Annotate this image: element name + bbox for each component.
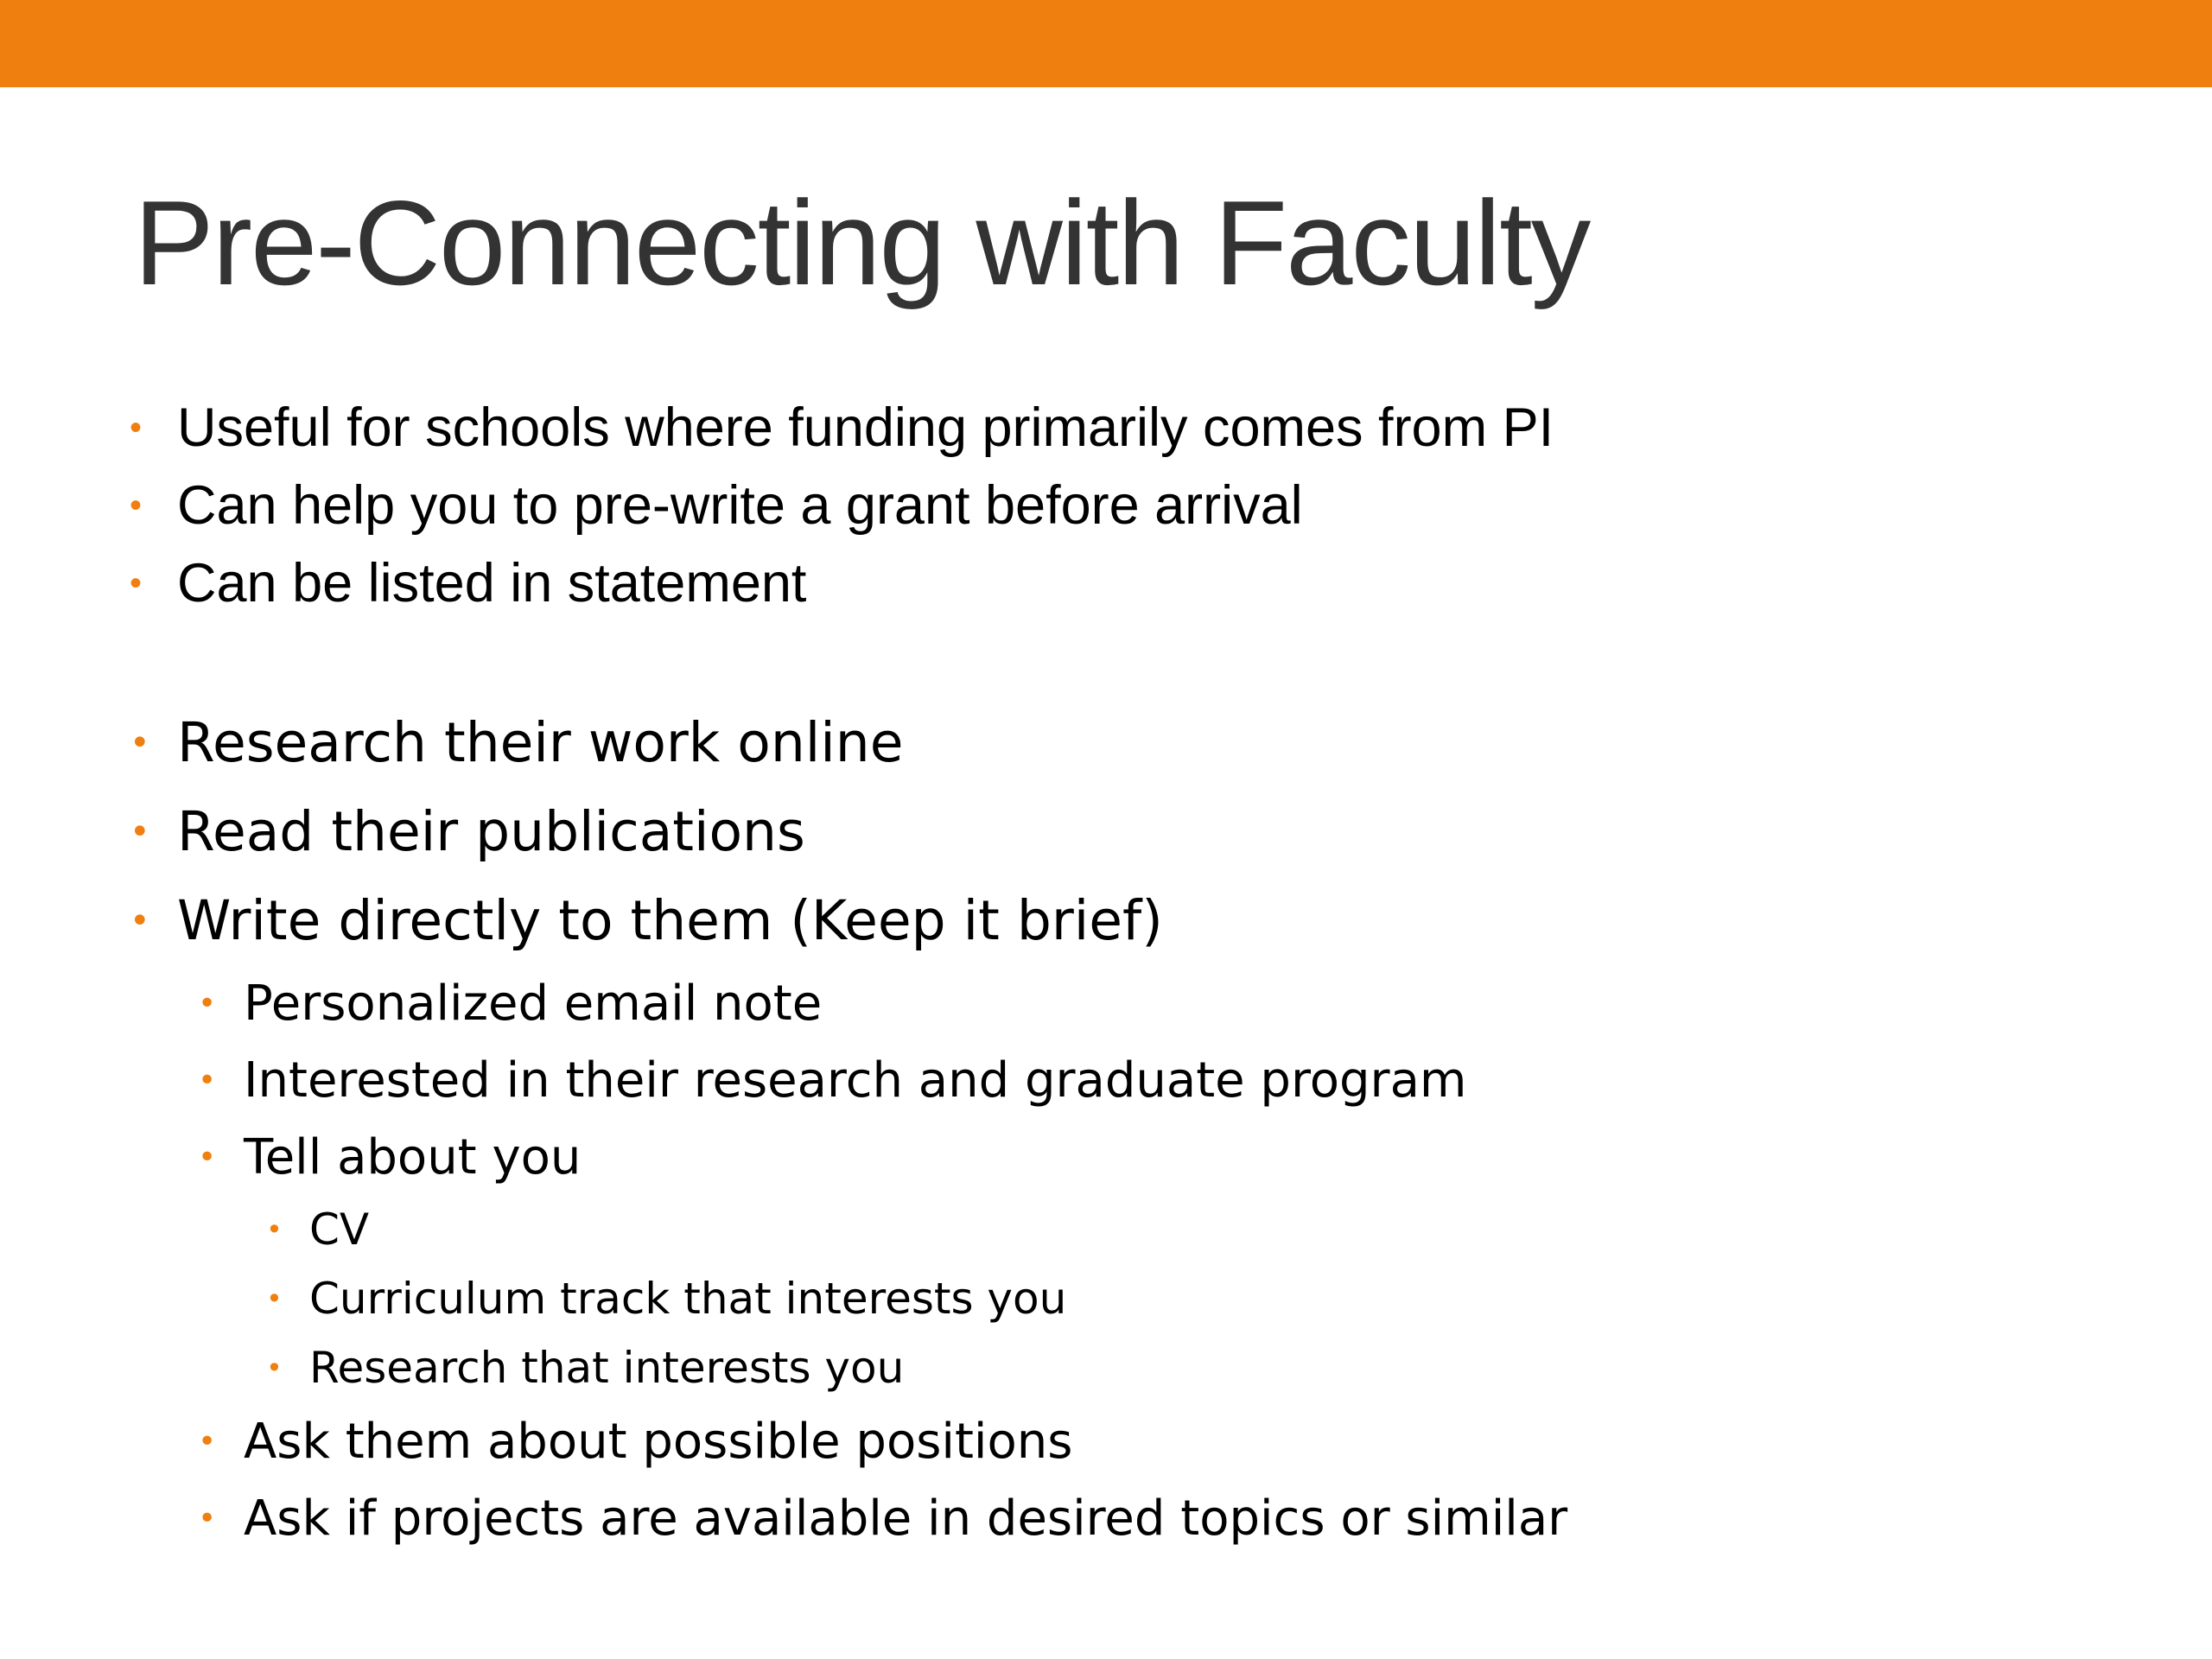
list-item-text: Can help you to pre-write a grant before arrival [177,475,1303,536]
bullet-icon: • [198,1140,217,1175]
bullet-icon: • [130,723,150,763]
bullet-icon: • [130,564,143,602]
list-item [130,467,1303,544]
list-item-text: Personalized email note [244,976,823,1032]
list-item-text: CV [309,1205,370,1255]
list-item-text: Research that interests you [309,1343,905,1393]
list-item-text: Read their publications [177,800,805,863]
sub-list-item [198,1481,1568,1557]
bullet-icon: • [130,901,150,941]
bullet-icon: • [130,486,143,524]
bullet-icon: • [266,1351,283,1384]
header-accent-bar [0,0,2212,87]
slide-title: Pre-Connecting with Faculty [134,176,1590,310]
bullet-icon: • [130,409,143,447]
list-item-text: Research their work online [177,711,904,774]
list-item-text: Write directly to them (Keep it brief) [177,889,1163,952]
sub-sub-list-item [266,1333,905,1402]
list-item [130,789,805,875]
list-item [130,700,904,786]
bullet-icon: • [198,1424,217,1459]
bullet-icon: • [198,1063,217,1098]
sub-sub-list-item [266,1195,370,1264]
bullet-icon: • [266,1213,283,1246]
sub-sub-list-item [266,1264,1067,1333]
list-item-text: Ask if projects are available in desired topics or similar [244,1491,1568,1547]
list-item-text: Interested in their research and graduate program [244,1052,1467,1109]
list-item-text: Ask them about possible positions [244,1414,1073,1470]
bullet-icon: • [266,1282,283,1315]
bullet-icon: • [198,1501,217,1536]
list-item-text: Useful for schools where funding primarily comes from PI [177,397,1554,458]
sub-list-item [198,1043,1467,1119]
list-item [130,389,1554,467]
bullet-icon: • [130,812,150,852]
sub-list-item [198,1120,582,1196]
sub-list-item [198,966,823,1042]
sub-list-item [198,1404,1073,1480]
list-item-text: Curriculum track that interests you [309,1274,1067,1324]
bullet-icon: • [198,986,217,1021]
list-item [130,878,1163,964]
list-item [130,544,807,622]
list-item-text: Can be listed in statement [177,553,807,613]
list-item-text: Tell about you [244,1129,582,1185]
